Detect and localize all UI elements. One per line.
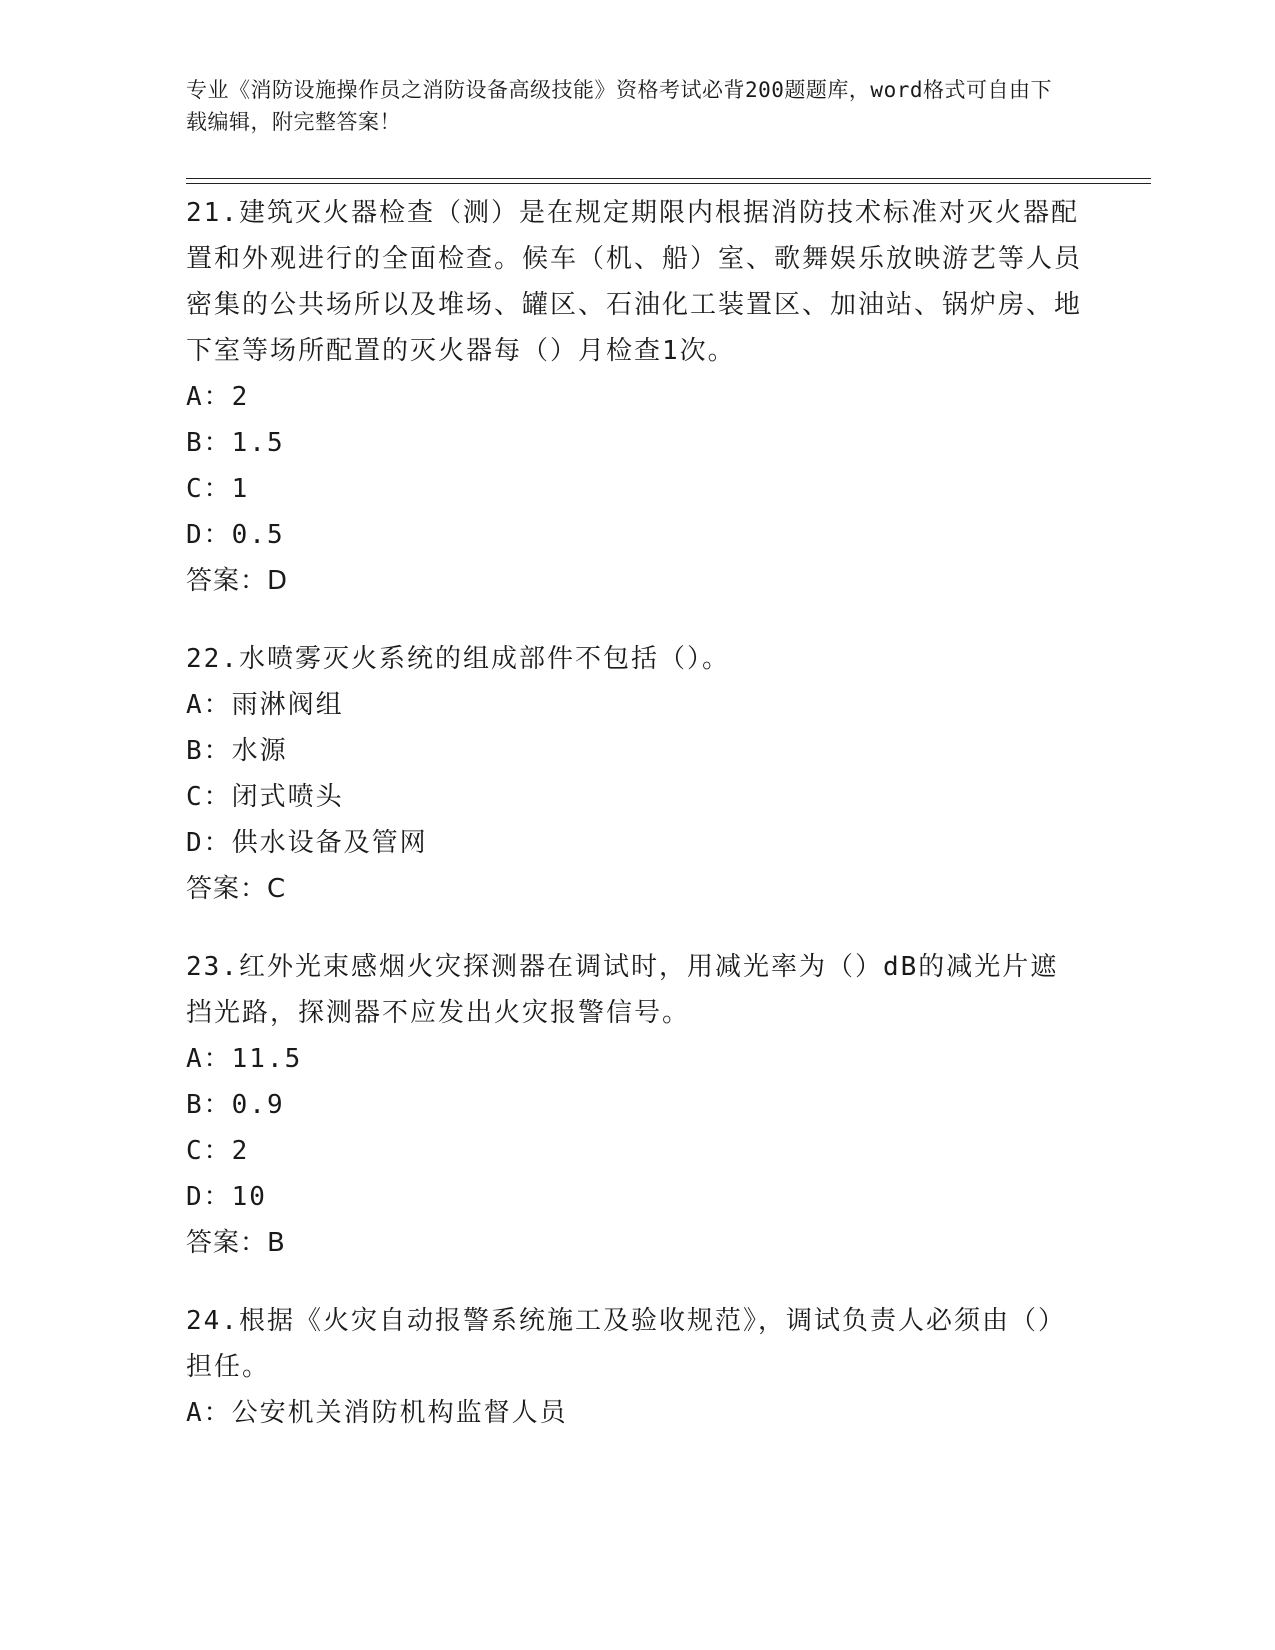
- question-list: [186, 190, 1086, 1468]
- question-stem: 22.水喷雾灭火系统的组成部件不包括（）。: [186, 644, 730, 674]
- option-d: D：10: [186, 1182, 267, 1212]
- option-d: D：0.5: [186, 520, 285, 550]
- question-24: [186, 1298, 1086, 1436]
- option-b: B：0.9: [186, 1090, 285, 1120]
- option-a: A：2: [186, 382, 250, 412]
- option-b: B：1.5: [186, 428, 285, 458]
- header-divider-bottom: [186, 183, 1151, 184]
- option-a: A：11.5: [186, 1044, 303, 1074]
- header-divider-top: [186, 178, 1151, 179]
- question-stem: 23.红外光束感烟火灾探测器在调试时，用减光率为（）dB的减光片遮挡光路，探测器不应发出火灾报警信号。: [186, 952, 1059, 1028]
- option-c: C：2: [186, 1136, 250, 1166]
- option-a: A：公安机关消防机构监督人员: [186, 1398, 568, 1428]
- question-21: [186, 190, 1086, 604]
- answer: 答案：D: [186, 566, 289, 596]
- question-23: [186, 944, 1086, 1266]
- option-c: C：1: [186, 474, 250, 504]
- question-stem: 24.根据《火灾自动报警系统施工及验收规范》，调试负责人必须由（）担任。: [186, 1306, 1066, 1382]
- question-22: [186, 636, 1086, 912]
- answer: 答案：B: [186, 1228, 286, 1258]
- answer: 答案：C: [186, 874, 287, 904]
- option-c: C：闭式喷头: [186, 782, 344, 812]
- header-text: 专业《消防设施操作员之消防设备高级技能》资格考试必背200题题库，word格式可自由下载编辑，附完整答案！: [186, 78, 1052, 134]
- option-b: B：水源: [186, 736, 288, 766]
- question-stem: 21.建筑灭火器检查（测）是在规定期限内根据消防技术标准对灭火器配置和外观进行的全面检查。候车（机、船）室、歌舞娱乐放映游艺等人员密集的公共场所以及堆场、罐区、石油化工装置区、加油站、锅炉房、地下室等场所配置的灭火器每（）月检查1次。: [186, 198, 1083, 366]
- option-a: A：雨淋阀组: [186, 690, 344, 720]
- option-d: D：供水设备及管网: [186, 828, 428, 858]
- document-header: [186, 74, 1066, 138]
